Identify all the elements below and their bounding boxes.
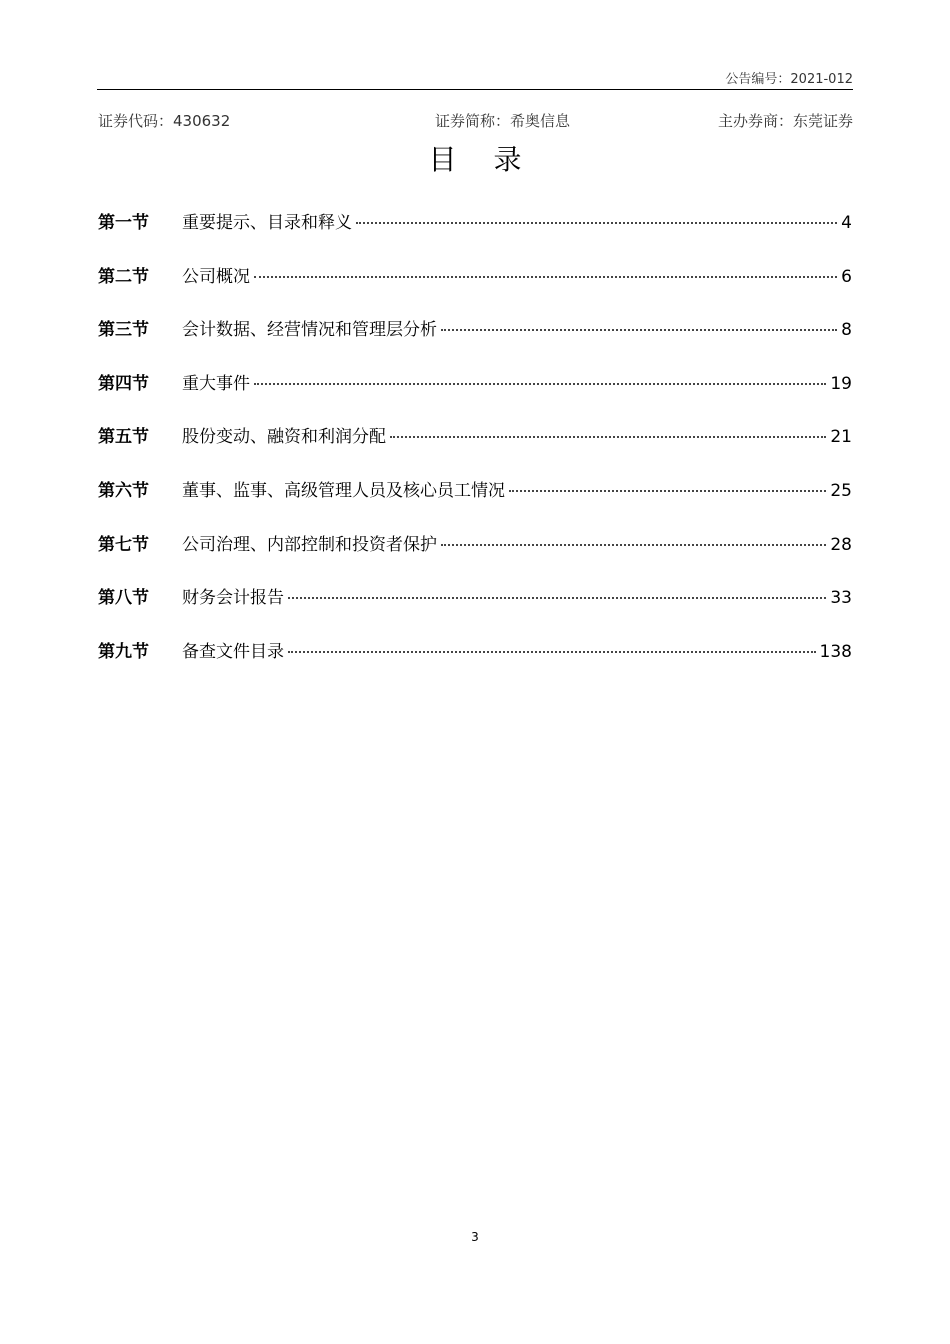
toc-section-title: 会计数据、经营情况和管理层分析 <box>182 320 437 341</box>
toc-section-number: 第八节 <box>98 588 149 609</box>
toc-section-number: 第三节 <box>98 320 149 341</box>
toc-page-number: 28 <box>830 534 852 555</box>
toc-section-number: 第七节 <box>98 534 149 555</box>
toc-leader-dots <box>441 329 837 331</box>
toc-entry-8[interactable] <box>98 583 852 637</box>
toc-leader-dots <box>356 222 837 224</box>
toc-leader-dots <box>509 490 826 492</box>
toc-leader-dots <box>441 544 826 546</box>
toc-section-number: 第二节 <box>98 266 149 287</box>
security-info-row <box>98 110 853 132</box>
toc-entry-3[interactable] <box>98 315 852 369</box>
toc-entry-9[interactable] <box>98 637 852 691</box>
toc-section-title: 财务会计报告 <box>182 588 284 609</box>
table-of-contents <box>98 208 852 690</box>
sponsor-broker: 主办券商：东莞证券 <box>717 112 853 130</box>
security-code: 证券代码：430632 <box>98 112 231 130</box>
security-name: 证券简称：希奥信息 <box>435 112 571 130</box>
toc-page-number: 19 <box>830 373 852 394</box>
header-divider <box>97 89 853 90</box>
toc-leader-dots <box>288 597 826 599</box>
toc-page-number: 6 <box>841 266 852 287</box>
toc-section-number: 第五节 <box>98 427 149 448</box>
toc-entry-2[interactable] <box>98 262 852 316</box>
toc-title: 目 录 <box>428 143 536 176</box>
toc-section-title: 重要提示、目录和释义 <box>182 213 352 233</box>
toc-page-number: 4 <box>841 213 852 233</box>
toc-page-number: 8 <box>841 320 852 341</box>
toc-section-title: 公司治理、内部控制和投资者保护 <box>182 534 437 555</box>
toc-page-number: 138 <box>819 641 852 662</box>
toc-section-number: 第九节 <box>98 641 149 662</box>
toc-section-title: 重大事件 <box>182 373 250 394</box>
toc-section-number: 第六节 <box>98 480 149 501</box>
toc-leader-dots <box>254 383 826 385</box>
toc-leader-dots <box>288 651 816 653</box>
toc-leader-dots <box>390 436 826 438</box>
toc-entry-6[interactable] <box>98 476 852 530</box>
toc-section-number: 第四节 <box>98 373 149 394</box>
toc-leader-dots <box>254 276 837 278</box>
toc-entry-7[interactable] <box>98 530 852 584</box>
toc-section-title: 公司概况 <box>182 266 250 287</box>
toc-page-number: 33 <box>830 588 852 609</box>
page-number: 3 <box>471 1230 479 1244</box>
toc-section-number: 第一节 <box>98 213 149 233</box>
announcement-number: 公告编号：2021-012 <box>725 72 853 87</box>
toc-entry-5[interactable] <box>98 422 852 476</box>
toc-section-title: 董事、监事、高级管理人员及核心员工情况 <box>182 480 505 501</box>
toc-entry-4[interactable] <box>98 369 852 423</box>
toc-page-number: 21 <box>830 427 852 448</box>
toc-page-number: 25 <box>830 480 852 501</box>
toc-entry-1[interactable] <box>98 208 852 262</box>
toc-section-title: 备查文件目录 <box>182 641 284 662</box>
toc-section-title: 股份变动、融资和利润分配 <box>182 427 386 448</box>
